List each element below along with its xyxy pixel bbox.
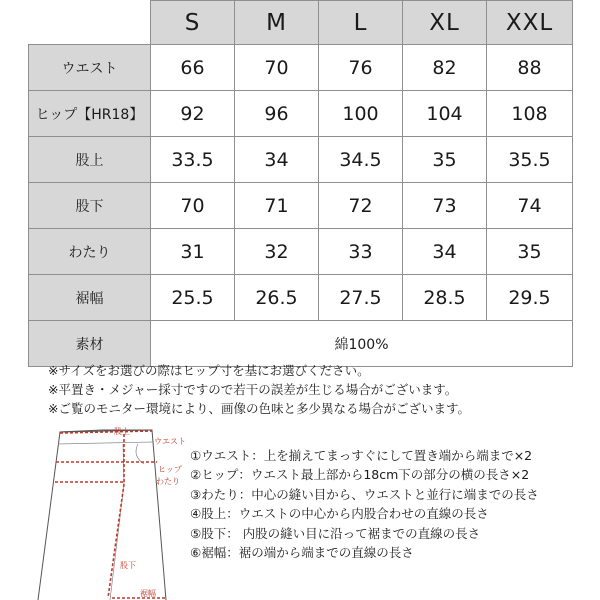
definition-line: ⑥裾幅：裾の端から端までの直線の長さ [190,545,414,561]
definition-line: ②ヒップ：ウエスト最上部から18cm下の部分の横の長さ×2 [190,467,530,483]
table-cell: 29.5 [487,275,573,321]
size-header: XXL [487,1,573,45]
table-cell: 100 [319,91,403,137]
row-label: わたり [29,229,151,275]
table-row-material [29,321,573,367]
table-cell: 33.5 [151,137,235,183]
table-cell: 70 [235,45,319,91]
table-cell: 26.5 [235,275,319,321]
table-row-waist [29,45,573,91]
diagram-label-hem: 裾幅 [140,589,156,598]
diagram-label-waist: ウエスト [154,437,186,446]
table-row-hem [29,275,573,321]
size-header: S [151,1,235,45]
table-cell: 72 [319,183,403,229]
table-cell: 76 [319,45,403,91]
diagram-label-thigh: わたり [156,477,180,486]
table-cell: 34 [403,229,487,275]
row-label: 裾幅 [29,275,151,321]
definition-line: ④股上：ウエストの中心から内股合わせの直線の長さ [190,506,489,522]
table-cell: 33 [319,229,403,275]
table-cell: 73 [403,183,487,229]
table-cell: 34.5 [319,137,403,183]
note-line: ※サイズをお選びの際はヒップ寸を基にお選びください。 [48,363,370,378]
note-line: ※ご覧のモニター環境により、画像の色味と多少異なる場合がございます。 [48,401,470,416]
table-cell: 66 [151,45,235,91]
diagram-label-hip: ヒップ [158,465,182,474]
table-row-hip [29,91,573,137]
row-label: 素材 [29,321,151,367]
size-header: L [319,1,403,45]
definition-line: ①ウエスト：上を揃えてまっすぐにして置き端から端まで×2 [190,448,533,463]
table-cell: 27.5 [319,275,403,321]
size-header: XL [403,1,487,45]
table-cell: 92 [151,91,235,137]
table-cell: 70 [151,183,235,229]
table-cell: 35 [487,229,573,275]
diagram-label-inseam: 股下 [120,561,136,570]
row-label: 股上 [29,137,151,183]
table-row-rise [29,137,573,183]
row-label: ヒップ【HR18】 [29,91,151,137]
table-cell: 25.5 [151,275,235,321]
table-cell: 31 [151,229,235,275]
diagram-label-rise: 股上 [114,427,130,436]
table-cell: 82 [403,45,487,91]
table-cell: 71 [235,183,319,229]
pants-diagram [20,422,186,600]
table-row-inseam [29,183,573,229]
table-cell: 28.5 [403,275,487,321]
inseam-measure-line [108,484,124,598]
pants-outline-graphic [20,422,180,600]
table-cell: 35 [403,137,487,183]
table-cell: 34 [235,137,319,183]
row-label: 股下 [29,183,151,229]
table-cell: 88 [487,45,573,91]
size-table [28,0,573,367]
notes [48,361,588,418]
table-cell: 108 [487,91,573,137]
definition-line: ③わたり：中心の縫い目から、ウエストと並行に端までの長さ [190,486,539,502]
definition-line: ⑤股下： 内股の縫い目に沿って裾までの直線の長さ [190,525,481,541]
table-cell: 104 [403,91,487,137]
table-row-thigh [29,229,573,275]
table-cell: 35.5 [487,137,573,183]
note-line: ※平置き・メジャー採寸ですので若干の誤差が生じる場合がございます。 [48,382,458,397]
measurement-definitions [190,446,595,562]
size-header: M [235,1,319,45]
row-label: ウエスト [29,45,151,91]
table-cell: 74 [487,183,573,229]
size-header-row [29,1,573,45]
table-cell: 32 [235,229,319,275]
table-corner [29,1,151,45]
material-value: 綿100% [151,321,573,367]
table-cell: 96 [235,91,319,137]
